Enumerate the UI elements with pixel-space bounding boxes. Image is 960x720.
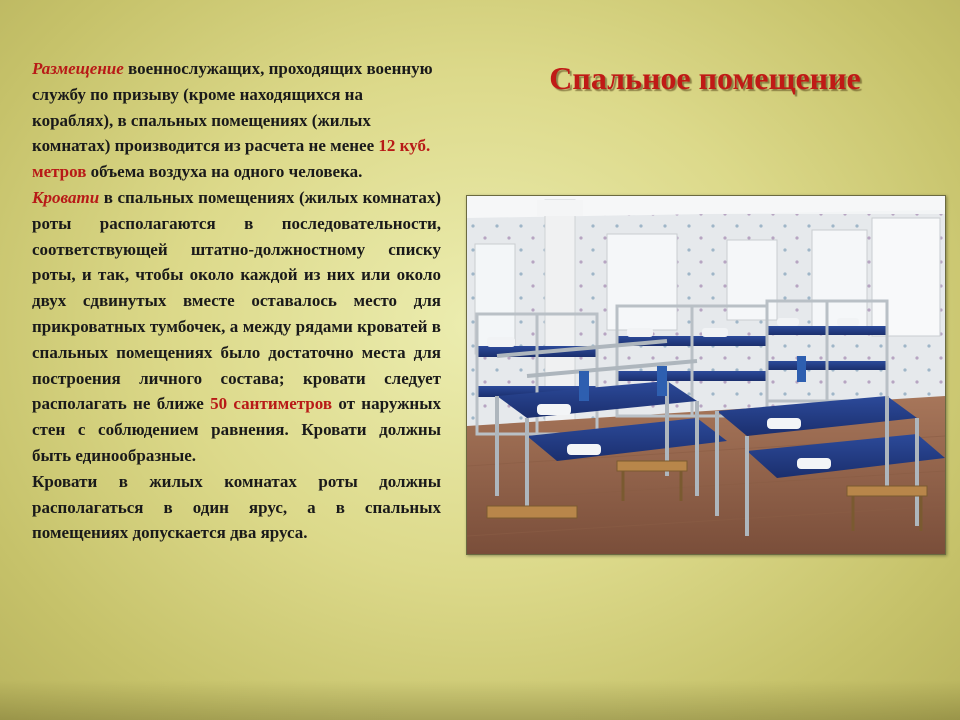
paragraph-1-text-b: объема воздуха на одного человека. bbox=[86, 162, 363, 182]
slide-title: Спальное помещение bbox=[549, 60, 861, 96]
paragraph-1-text-a: военнослужащих, проходящих военную службу по призыву (кроме находящихся на кораблях), в спальных помещениях (жилых комнатах) производится из расчета не менее bbox=[32, 59, 433, 156]
term-placement: Размещение bbox=[32, 59, 124, 78]
paragraph-2-text-b: от наружных стен с соблюдением равнения. Кровати должны быть единообразные. bbox=[32, 394, 441, 465]
paragraph-2-text-a: в спальных помещениях (жилых комнатах) роты располагаются в последовательности, соответствующей штатно-должностному списку роты, и так, чтобы около каждой из них или около двух сдвинутых вместе оставалось место для прикроватных тумбочек, а между рядами кроватей в спальных помещениях было достаточно места для построения личного состава; кровати следует располагать не ближе bbox=[32, 187, 441, 414]
dormitory-illustration bbox=[467, 196, 945, 554]
body-text bbox=[32, 56, 441, 546]
paragraph-3: Кровати в жилых комнатах роты должны располагаться в один ярус, а в спальных помещениях допускается два яруса. bbox=[32, 471, 441, 543]
dormitory-photo bbox=[466, 195, 946, 555]
air-volume-value: 12 куб. метров bbox=[32, 136, 431, 182]
paragraph-1 bbox=[32, 56, 441, 185]
paragraph-2 bbox=[32, 185, 441, 469]
wall-distance-value: 50 сантиметров bbox=[210, 394, 333, 414]
term-beds: Кровати bbox=[32, 187, 100, 207]
